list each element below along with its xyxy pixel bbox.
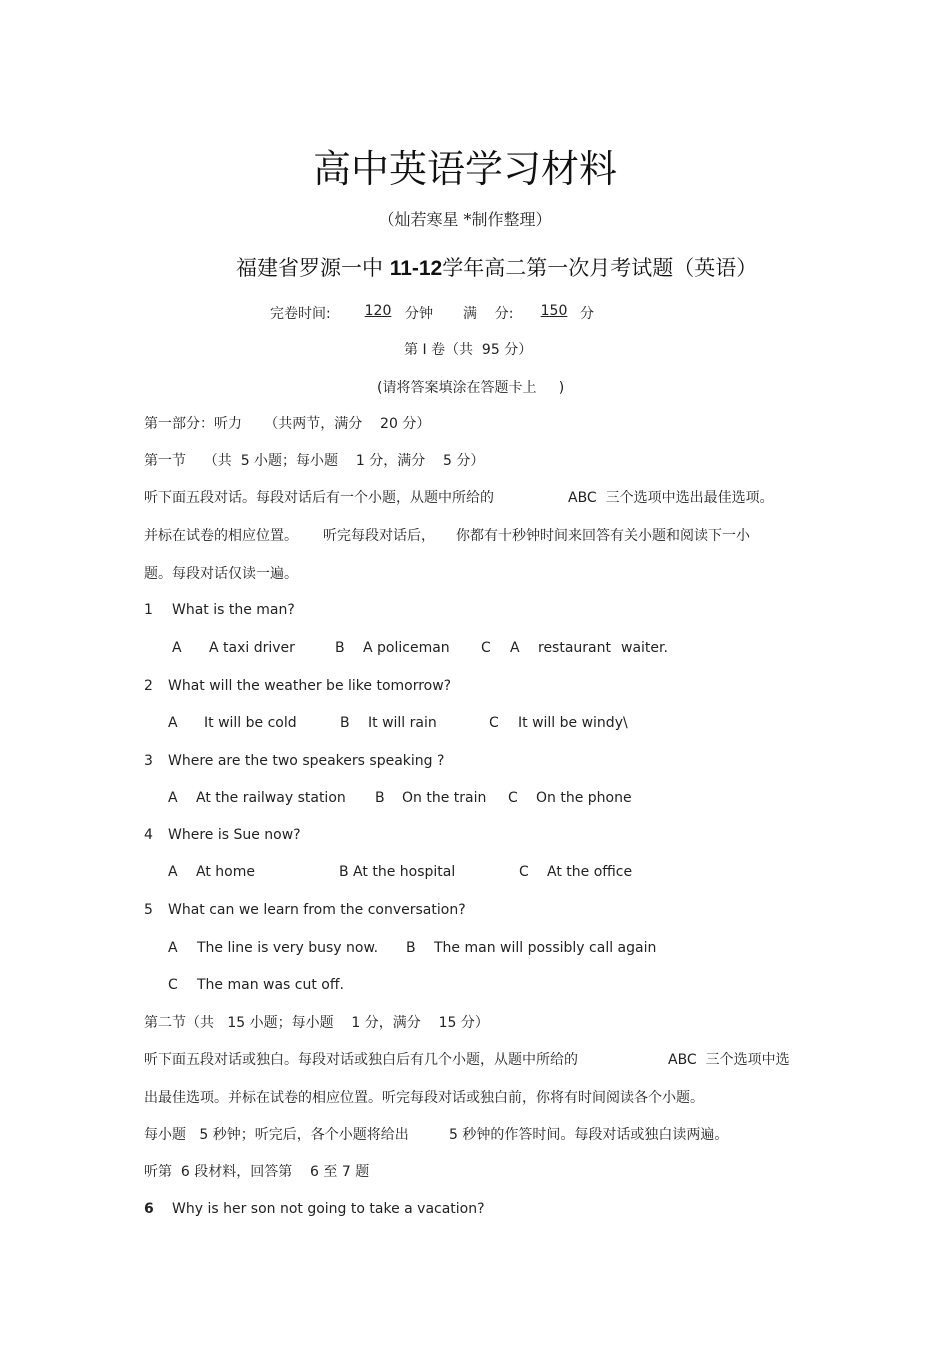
section1-heading: 第一节 （共 5 小题；每小题 1 分，满分 5 分）: [144, 453, 485, 469]
q5-option-b-letter: B: [406, 940, 416, 956]
material-6-heading: 听第 6 段材料，回答第 6 至 7 题: [144, 1164, 370, 1180]
section2-heading: 第二节（共 15 小题；每小题 1 分，满分 15 分）: [144, 1015, 489, 1031]
q4-option-b: B At the hospital: [339, 864, 456, 880]
section1-instr-1a: 听下面五段对话。每段对话后有一个小题，从题中所给的: [144, 490, 494, 506]
question-5-text: What can we learn from the conversation?: [168, 902, 466, 918]
section2-instr-1a: 听下面五段对话或独白。每段对话或独白后有几个小题，从题中所给的: [144, 1052, 578, 1068]
q4-option-a-letter: A: [168, 864, 178, 880]
answer-note: (请将答案填涂在答题卡上 ): [377, 380, 565, 396]
part1-heading: 第一部分：听力 （共两节，满分 20 分）: [144, 416, 431, 432]
q2-option-b-letter: B: [340, 715, 350, 731]
q1-option-c-letter: C: [481, 640, 491, 656]
question-2-text: What will the weather be like tomorrow?: [168, 678, 452, 694]
q1-option-c-word1: A: [510, 640, 520, 656]
section1-instr-2b: 听完每段对话后，: [323, 528, 435, 544]
q3-option-a: At the railway station: [196, 790, 346, 806]
section2-instr-3b: 5 秒钟的作答时间。每段对话或独白读两遍。: [449, 1127, 729, 1143]
q3-option-b-letter: B: [375, 790, 385, 806]
score-value: 150: [540, 303, 568, 319]
q4-option-c-letter: C: [519, 864, 529, 880]
section2-instr-1b: ABC 三个选项中选: [668, 1052, 790, 1068]
q1-option-a-letter: A: [172, 640, 182, 656]
exam-title-post: 学年高二第一次月考试题（英语）: [442, 256, 758, 280]
q5-option-a: The line is very busy now.: [197, 940, 379, 956]
time-label: 完卷时间:: [270, 306, 331, 322]
question-3-number: 3: [144, 753, 153, 769]
question-3-text: Where are the two speakers speaking ?: [168, 753, 445, 769]
page-title: 高中英语学习材料: [312, 147, 617, 191]
time-unit: 分钟: [405, 306, 433, 322]
score-label: 满 分:: [463, 306, 514, 322]
q2-option-c: It will be windy\: [518, 715, 628, 731]
q1-option-a: A taxi driver: [209, 640, 295, 656]
section2-instr-3a: 每小题 5 秒钟；听完后，各个小题将给出: [144, 1127, 409, 1143]
q5-option-c-letter: C: [168, 977, 178, 993]
section1-instr-2c: 你都有十秒钟时间来回答有关小题和阅读下一小: [456, 528, 750, 544]
q2-option-b: It will rain: [368, 715, 437, 731]
section1-instr-3: 题。每段对话仅读一遍。: [144, 566, 298, 582]
q5-option-b: The man will possibly call again: [434, 940, 657, 956]
exam-title-pre: 福建省罗源一中: [236, 256, 390, 280]
q3-option-c-letter: C: [508, 790, 518, 806]
question-1-text: What is the man?: [172, 602, 295, 618]
q1-option-c-word3: waiter.: [621, 640, 668, 656]
score-unit: 分: [580, 306, 594, 322]
q3-option-b: On the train: [402, 790, 487, 806]
section2-instr-2: 出最佳选项。并标在试卷的相应位置。听完每段对话或独白前，你将有时间阅读各个小题。: [144, 1090, 704, 1106]
q3-option-a-letter: A: [168, 790, 178, 806]
q1-option-c-word2: restaurant: [538, 640, 611, 656]
section1-instr-1b: ABC 三个选项中选出最佳选项。: [568, 490, 774, 506]
question-2-number: 2: [144, 678, 153, 694]
question-4-text: Where is Sue now?: [168, 827, 301, 843]
question-5-number: 5: [144, 902, 153, 918]
q2-option-c-letter: C: [489, 715, 499, 731]
section1-instr-2a: 并标在试卷的相应位置。: [144, 528, 298, 544]
exam-title: [236, 252, 757, 282]
q2-option-a-letter: A: [168, 715, 178, 731]
question-4-number: 4: [144, 827, 153, 843]
q5-option-c: The man was cut off.: [197, 977, 344, 993]
q3-option-c: On the phone: [536, 790, 632, 806]
q4-option-a: At home: [196, 864, 255, 880]
question-1-number: 1: [144, 602, 153, 618]
volume-heading: 第 I 卷（共 95 分）: [404, 342, 533, 358]
question-6-text: Why is her son not going to take a vacation?: [172, 1201, 485, 1217]
question-6-number: 6: [144, 1201, 154, 1217]
q5-option-a-letter: A: [168, 940, 178, 956]
q2-option-a: It will be cold: [204, 715, 297, 731]
q1-option-b-letter: B: [335, 640, 345, 656]
q4-option-c: At the office: [547, 864, 633, 880]
time-value: 120: [364, 303, 392, 319]
subtitle: （灿若寒星 *制作整理）: [378, 210, 552, 229]
exam-title-num: 11-12: [389, 257, 443, 280]
q1-option-b: A policeman: [363, 640, 450, 656]
